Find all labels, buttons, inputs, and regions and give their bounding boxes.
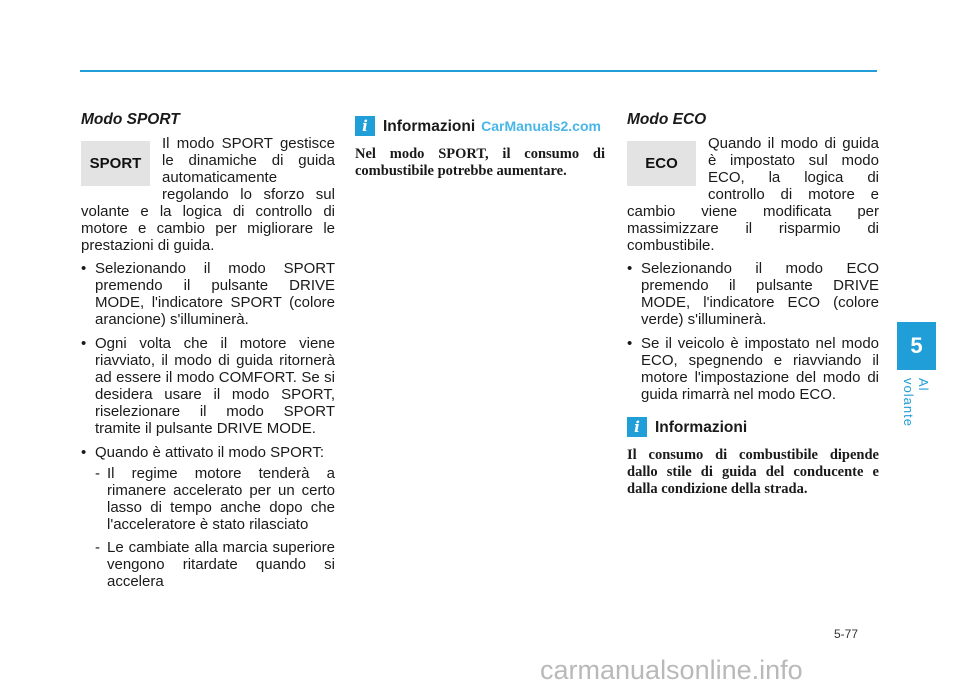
sport-sub-item-2: - Le cambiate alla marcia superiore vengono ritardate quando si accelera xyxy=(95,539,335,590)
info-right-header xyxy=(627,417,879,437)
eco-bullet-1: • Selezionando il modo ECO premendo il pulsante DRIVE MODE, l'indicatore ECO (colore verde) s'illuminerà. xyxy=(627,260,879,328)
info-right-title: Informazioni xyxy=(655,418,748,436)
page-number: 5-77 xyxy=(834,627,859,641)
top-rule xyxy=(80,70,877,72)
chapter-tab: 5 xyxy=(897,322,936,370)
sport-bullet-3-text: Quando è attivato il modo SPORT: xyxy=(95,444,325,461)
info-icon: i xyxy=(355,116,375,136)
sport-sub-list xyxy=(95,465,335,590)
chapter-label: Al volante xyxy=(901,378,931,427)
sport-badge: SPORT xyxy=(81,141,150,186)
info-icon: i xyxy=(627,417,647,437)
watermark-bottom: carmanualsonline.info xyxy=(540,655,803,685)
sport-bullet-1: • Selezionando il modo SPORT premendo il pulsante DRIVE MODE, l'indicatore SPORT (colore arancione) s'illuminerà. xyxy=(81,260,335,328)
info-middle-header xyxy=(355,116,605,136)
eco-section xyxy=(627,111,879,498)
sport-bullets xyxy=(81,260,335,590)
info-middle-title: Informazioni xyxy=(383,117,476,135)
eco-bullet-2: • Se il veicolo è impostato nel modo ECO, spegnendo e riavviando il motore l'impostazione del modo di guida rimarrà nel modo ECO. xyxy=(627,335,879,403)
sport-heading: Modo SPORT xyxy=(81,111,180,128)
sport-sub-item-1: - Il regime motore tenderà a rimanere accelerato per un certo lasso di tempo anche dopo che l'acceleratore è stato rilasciato xyxy=(95,465,335,533)
eco-intro: Quando il modo di guida è impostato sul modo ECO, la logica di controllo di motore e cambio viene modificata per massimizzare il risparmio di combustibile. xyxy=(627,135,879,254)
eco-badge: ECO xyxy=(627,141,696,186)
info-right-body: Il consumo di combustibile dipende dallo stile di guida del conducente e dalla condizione della strada. xyxy=(627,447,879,497)
sport-intro: Il modo SPORT gestisce le dinamiche di guida automaticamente regolando lo sforzo sul volante e la logica di controllo di motore e cambio per migliorare le prestazioni di guida. xyxy=(81,135,335,254)
info-middle-body: Nel modo SPORT, il consumo di combustibile potrebbe aumentare. xyxy=(355,146,605,179)
eco-intro-block xyxy=(627,135,879,254)
eco-bullets xyxy=(627,260,879,403)
watermark-top: CarManuals2.com xyxy=(481,117,601,134)
info-right-section xyxy=(627,417,879,498)
sport-bullet-3 xyxy=(81,444,335,590)
eco-heading: Modo ECO xyxy=(627,111,707,128)
sport-section xyxy=(81,111,335,597)
info-middle-section xyxy=(355,116,605,180)
sport-intro-block xyxy=(81,135,335,254)
sport-bullet-2: • Ogni volta che il motore viene riavviato, il modo di guida ritornerà ad essere il modo COMFORT. Se si desidera usare il modo SPORT, riselezionare il modo SPORT tramite il pulsante DRIVE MODE. xyxy=(81,335,335,437)
